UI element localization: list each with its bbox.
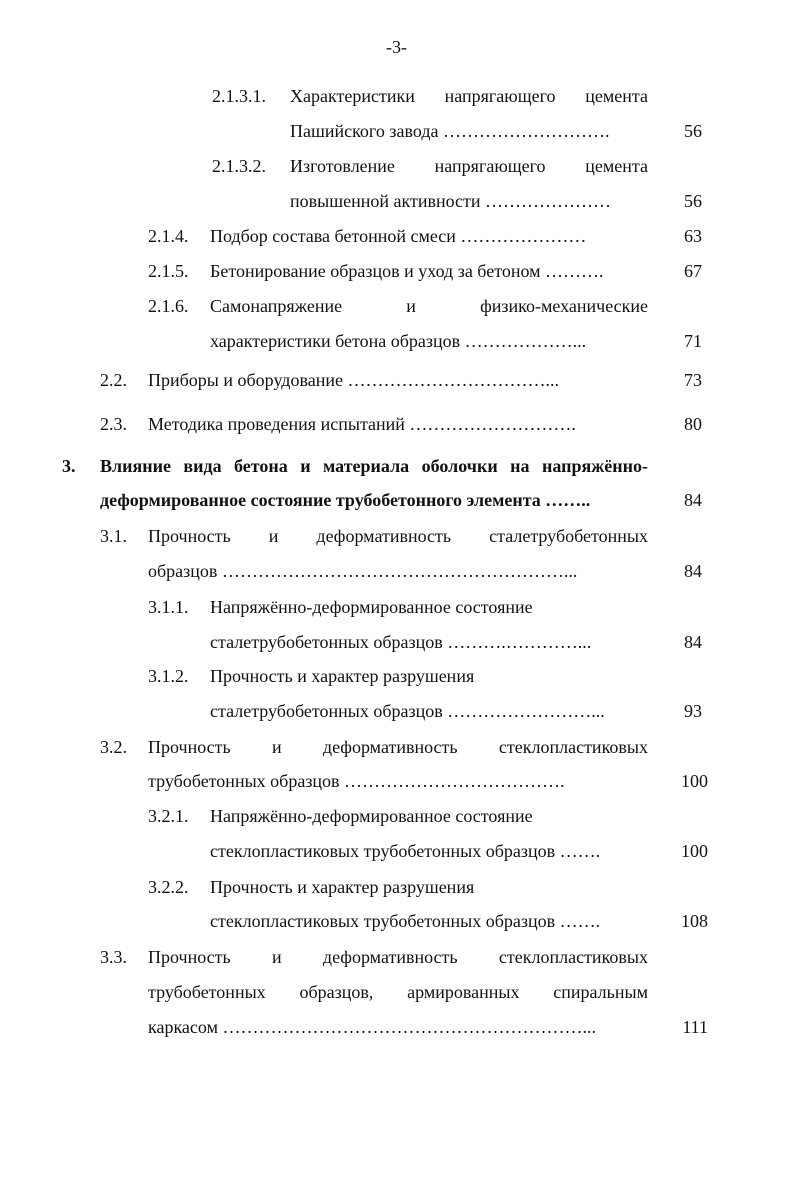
toc-number: 2.1.3.2. — [212, 156, 266, 176]
toc-number: 2.1.5. — [148, 261, 189, 281]
toc-page: 111 — [682, 1017, 708, 1037]
toc-title-line: Подбор состава бетонной смеси ………………… — [210, 226, 587, 246]
toc-page: 100 — [681, 771, 708, 791]
toc-page: 84 — [684, 490, 702, 510]
toc-number: 3.1.2. — [148, 666, 189, 686]
toc-title-line: образцов …………………………………………………... — [148, 561, 578, 581]
toc-title-line: стеклопластиковых трубобетонных образцов ……. — [210, 841, 601, 861]
toc-page: 80 — [684, 414, 702, 434]
toc-title-line: Прочность и характер разрушения — [210, 666, 475, 686]
toc-title-line: сталетрубобетонных образцов ……….…………... — [210, 632, 592, 652]
toc-page: 56 — [684, 121, 702, 141]
toc-title-line: трубобетонных образцов, армированных спиральным — [148, 982, 648, 1002]
toc-number: 2.2. — [100, 370, 127, 390]
toc-title-line: Прочность и деформативность стеклопластиковых — [148, 947, 648, 967]
toc-number: 3.1. — [100, 526, 127, 546]
toc-page: 63 — [684, 226, 702, 246]
page-number: -3- — [386, 37, 407, 57]
toc-title-line: Характеристики напрягающего цемента — [290, 86, 648, 106]
toc-title-line: Прочность и характер разрушения — [210, 877, 475, 897]
toc-title-line: Бетонирование образцов и уход за бетоном ………. — [210, 261, 604, 281]
toc-page: 73 — [684, 370, 702, 390]
toc-title-line: характеристики бетона образцов ………………... — [210, 331, 587, 351]
toc-page: 67 — [684, 261, 702, 281]
toc-title-line: трубобетонных образцов ………………………………. — [148, 771, 565, 791]
toc-number: 3.2.2. — [148, 877, 189, 897]
toc-title-line: Методика проведения испытаний ………………………. — [148, 414, 576, 434]
toc-number: 3.1.1. — [148, 597, 189, 617]
toc-title-line: Прочность и деформативность стеклопластиковых — [148, 737, 648, 757]
toc-number: 3. — [62, 456, 76, 476]
toc-number: 2.1.3.1. — [212, 86, 266, 106]
toc-title-line: Прочность и деформативность сталетрубобетонных — [148, 526, 648, 546]
toc-title-line: Изготовление напрягающего цемента — [290, 156, 648, 176]
toc-title-line: Напряжённо-деформированное состояние — [210, 806, 533, 826]
toc-number: 3.2. — [100, 737, 127, 757]
toc-title-line: повышенной активности ………………… — [290, 191, 612, 211]
toc-page: 100 — [681, 841, 708, 861]
toc-title-line: сталетрубобетонных образцов ……………………... — [210, 701, 605, 721]
toc-page: 84 — [684, 632, 702, 652]
toc-number: 3.2.1. — [148, 806, 189, 826]
toc-number: 2.1.4. — [148, 226, 189, 246]
toc-page: 93 — [684, 701, 702, 721]
toc-title-line: Влияние вида бетона и материала оболочки на напряжённо- — [100, 456, 648, 476]
toc-number: 3.3. — [100, 947, 127, 967]
toc-title-line: Самонапряжение и физико-механические — [210, 296, 648, 316]
toc-title-line: деформированное состояние трубобетонного элемента …….. — [100, 490, 591, 510]
toc-title-line: Напряжённо-деформированное состояние — [210, 597, 533, 617]
toc-page: 71 — [684, 331, 702, 351]
toc-page: 108 — [681, 911, 708, 931]
toc-title-line: Приборы и оборудование ……………………………... — [148, 370, 559, 390]
toc-page: 84 — [684, 561, 702, 581]
toc-number: 2.1.6. — [148, 296, 189, 316]
toc-number: 2.3. — [100, 414, 127, 434]
toc-title-line: каркасом ……………………………………………………... — [148, 1017, 596, 1037]
toc-title-line: стеклопластиковых трубобетонных образцов ……. — [210, 911, 601, 931]
toc-title-line: Пашийского завода ………………………. — [290, 121, 610, 141]
toc-page: 56 — [684, 191, 702, 211]
